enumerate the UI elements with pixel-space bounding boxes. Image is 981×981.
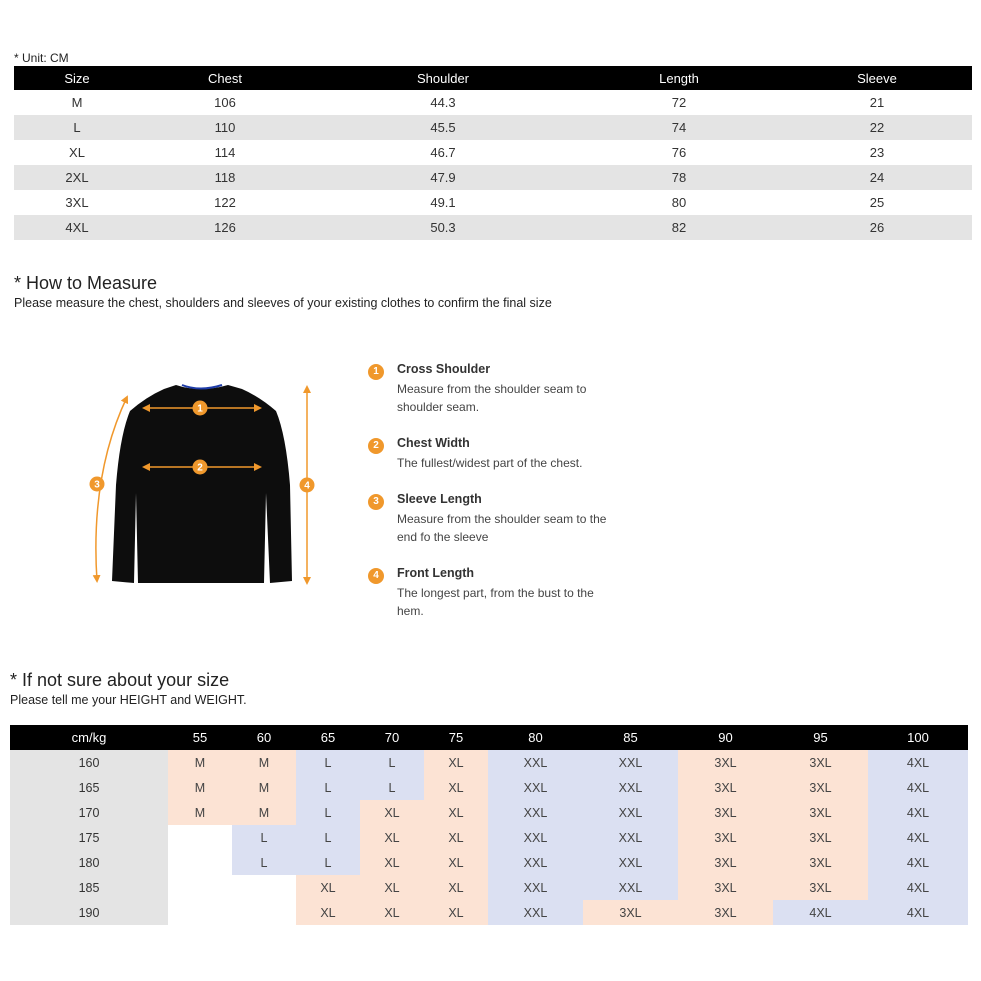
cell-length: 76 (671, 145, 687, 160)
size-cell: XL (424, 800, 488, 825)
height-weight-header-row (10, 725, 968, 750)
weight-header: 65 (296, 725, 360, 750)
size-cell: XXL (488, 900, 583, 925)
height-cell: 175 (10, 825, 168, 850)
legend-item-sleeve-length (368, 492, 628, 552)
size-cell: 4XL (868, 825, 968, 850)
height-cell: 160 (10, 750, 168, 775)
legend-desc: The fullest/widest part of the chest. (397, 456, 583, 470)
size-cell: XL (360, 825, 424, 850)
size-cell (168, 875, 232, 900)
table-row (10, 775, 968, 800)
size-cell: 3XL (678, 875, 773, 900)
cell-chest: 106 (214, 95, 236, 110)
cell-sleeve: 26 (782, 215, 972, 240)
size-cell: L (296, 775, 360, 800)
size-cell: XXL (488, 825, 583, 850)
cell-length: 72 (671, 95, 687, 110)
cell-length: 80 (671, 195, 687, 210)
size-cell (168, 825, 232, 850)
number-badge-icon: 3 (368, 494, 384, 510)
svg-text:4: 4 (304, 480, 310, 492)
cell-size: L (14, 115, 140, 140)
size-cell: 3XL (773, 850, 868, 875)
size-cell: 3XL (678, 750, 773, 775)
size-cell: XXL (583, 750, 678, 775)
cell-size: 3XL (65, 195, 89, 210)
size-cell: M (232, 775, 296, 800)
size-cell (232, 900, 296, 925)
size-cell: L (232, 850, 296, 875)
size-cell: XXL (488, 800, 583, 825)
size-chart-header-row (14, 66, 972, 90)
legend-title: Front Length (397, 566, 475, 580)
cell-size: 4XL (14, 215, 140, 240)
cell-shoulder: 44.3 (430, 95, 456, 110)
cell-sleeve: 25 (869, 195, 885, 210)
size-cell: XL (424, 850, 488, 875)
corner-header: cm/kg (10, 725, 168, 750)
legend-item-chest-width (368, 436, 628, 476)
badge-4 (300, 478, 315, 493)
cell-shoulder: 47.9 (310, 165, 576, 190)
size-cell: 3XL (678, 800, 773, 825)
weight-header: 55 (168, 725, 232, 750)
size-cell: XL (360, 800, 424, 825)
header-length: Length (576, 66, 782, 90)
size-cell: L (360, 750, 424, 775)
cell-sleeve: 21 (869, 95, 885, 110)
how-to-measure-subtitle: Please measure the chest, shoulders and sleeves of your existing clothes to confirm the final size (14, 296, 552, 310)
weight-header: 90 (678, 725, 773, 750)
size-cell: M (232, 750, 296, 775)
size-cell (168, 900, 232, 925)
weight-header: 75 (424, 725, 488, 750)
size-cell: XXL (583, 875, 678, 900)
table-row (10, 875, 968, 900)
table-row (14, 140, 972, 165)
height-cell: 190 (10, 900, 168, 925)
cell-shoulder: 46.7 (430, 145, 456, 160)
cell-chest: 114 (214, 145, 236, 160)
weight-header: 80 (488, 725, 583, 750)
size-cell: 3XL (678, 850, 773, 875)
size-cell: 3XL (678, 900, 773, 925)
size-cell: XXL (488, 775, 583, 800)
legend-desc: Measure from the shoulder seam to the end fo the sleeve (397, 512, 607, 544)
table-row (10, 900, 968, 925)
legend-title: Chest Width (397, 436, 470, 450)
size-cell: XL (360, 875, 424, 900)
size-cell: XL (360, 900, 424, 925)
header-shoulder: Shoulder (310, 66, 576, 90)
weight-header: 95 (773, 725, 868, 750)
size-cell: L (232, 825, 296, 850)
size-cell: L (360, 775, 424, 800)
cell-length: 78 (576, 165, 782, 190)
table-row (10, 850, 968, 875)
sweater-illustration (80, 375, 330, 600)
size-cell: XL (424, 825, 488, 850)
number-badge-icon: 2 (368, 438, 384, 454)
size-cell: M (168, 775, 232, 800)
size-cell: L (296, 850, 360, 875)
size-cell: 4XL (868, 800, 968, 825)
size-cell: 3XL (678, 825, 773, 850)
svg-text:3: 3 (94, 479, 100, 491)
size-cell: 3XL (678, 775, 773, 800)
size-cell: XXL (583, 775, 678, 800)
weight-header: 100 (868, 725, 968, 750)
svg-text:2: 2 (197, 462, 203, 474)
legend-title: Sleeve Length (397, 492, 482, 506)
weight-header: 70 (360, 725, 424, 750)
cell-size: XL (69, 145, 85, 160)
size-advice-title: * If not sure about your size (10, 670, 230, 690)
legend-item-front-length (368, 566, 628, 626)
cell-sleeve: 22 (782, 115, 972, 140)
size-cell: 3XL (773, 800, 868, 825)
height-cell: 180 (10, 850, 168, 875)
size-cell: XXL (488, 850, 583, 875)
size-cell: M (232, 800, 296, 825)
weight-header: 60 (232, 725, 296, 750)
size-cell: 4XL (868, 900, 968, 925)
size-cell: 3XL (773, 875, 868, 900)
legend-desc: Measure from the shoulder seam to shoulder seam. (397, 382, 587, 414)
size-cell: L (296, 825, 360, 850)
weight-header: 85 (583, 725, 678, 750)
cell-size: 2XL (14, 165, 140, 190)
size-cell: L (296, 800, 360, 825)
header-size: Size (14, 66, 140, 90)
size-cell: XL (296, 875, 360, 900)
size-cell: 3XL (773, 825, 868, 850)
size-cell: XL (296, 900, 360, 925)
table-row (10, 750, 968, 775)
table-row (14, 115, 972, 140)
size-cell: XXL (488, 875, 583, 900)
height-cell: 185 (10, 875, 168, 900)
cell-shoulder: 45.5 (310, 115, 576, 140)
legend-item-cross-shoulder (368, 362, 628, 422)
size-cell: XL (424, 900, 488, 925)
unit-label: * Unit: CM (14, 51, 69, 65)
badge-2 (193, 460, 208, 475)
number-badge-icon: 1 (368, 364, 384, 380)
badge-3 (90, 477, 105, 492)
cell-chest: 126 (140, 215, 310, 240)
cell-sleeve: 23 (869, 145, 885, 160)
size-cell: 4XL (868, 850, 968, 875)
size-cell: M (168, 800, 232, 825)
svg-text:1: 1 (197, 403, 203, 415)
size-cell: XXL (583, 850, 678, 875)
table-row (10, 825, 968, 850)
size-cell: XXL (583, 825, 678, 850)
height-weight-table (10, 725, 968, 925)
size-cell: XL (360, 850, 424, 875)
size-cell (232, 875, 296, 900)
how-to-measure-title: * How to Measure (14, 273, 158, 293)
cell-chest: 110 (140, 115, 310, 140)
size-cell: XXL (488, 750, 583, 775)
table-row (14, 190, 972, 215)
height-cell: 165 (10, 775, 168, 800)
legend-desc: The longest part, from the bust to the hem. (397, 586, 594, 618)
cell-size: M (71, 95, 83, 110)
size-cell: XL (424, 775, 488, 800)
size-cell: 4XL (868, 775, 968, 800)
cell-length: 74 (576, 115, 782, 140)
table-row (10, 800, 968, 825)
cell-chest: 122 (214, 195, 236, 210)
cell-shoulder: 50.3 (310, 215, 576, 240)
size-cell (168, 850, 232, 875)
size-cell: 4XL (868, 750, 968, 775)
table-row (14, 215, 972, 240)
size-cell: 4XL (773, 900, 868, 925)
number-badge-icon: 4 (368, 568, 384, 584)
table-row (14, 90, 972, 115)
size-cell: L (296, 750, 360, 775)
size-cell: 3XL (773, 750, 868, 775)
size-cell: M (168, 750, 232, 775)
legend-title: Cross Shoulder (397, 362, 491, 376)
height-cell: 170 (10, 800, 168, 825)
size-cell: 3XL (583, 900, 678, 925)
size-advice-subtitle: Please tell me your HEIGHT and WEIGHT. (10, 693, 247, 707)
size-cell: XL (424, 750, 488, 775)
size-cell: XXL (583, 800, 678, 825)
cell-length: 82 (576, 215, 782, 240)
size-chart-table (14, 66, 972, 240)
cell-chest: 118 (140, 165, 310, 190)
size-cell: 4XL (868, 875, 968, 900)
table-row (14, 165, 972, 190)
header-sleeve: Sleeve (782, 66, 972, 90)
badge-1 (193, 401, 208, 416)
cell-shoulder: 49.1 (430, 195, 456, 210)
cell-sleeve: 24 (782, 165, 972, 190)
size-cell: XL (424, 875, 488, 900)
size-cell: 3XL (773, 775, 868, 800)
header-chest: Chest (140, 66, 310, 90)
